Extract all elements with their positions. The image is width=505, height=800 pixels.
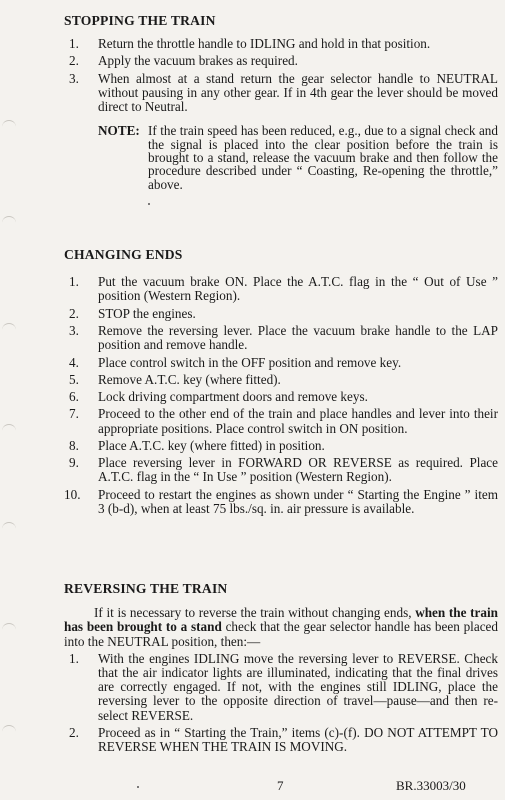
list-item: [64, 407, 498, 435]
list-item: [64, 37, 498, 51]
print-speck: [148, 203, 150, 205]
item-number: 1.: [69, 274, 79, 290]
section-heading: CHANGING ENDS: [64, 247, 183, 262]
item-number: 4.: [69, 354, 79, 370]
list-item: [64, 356, 498, 370]
item-number: 2.: [69, 305, 79, 321]
item-number: 1.: [69, 36, 79, 52]
list-item: [64, 488, 498, 516]
list-item: [64, 324, 498, 352]
list-item: [64, 275, 498, 303]
item-text: Remove A.T.C. key (where fitted).: [98, 371, 281, 387]
item-text: Proceed as in “ Starting the Train,” items (c)-(f). DO NOT ATTEMPT TO REVERSE WHEN THE TRAIN IS MOVING.: [98, 724, 498, 755]
item-text: Proceed to the other end of the train and place handles and lever into their appropriate positions. Place control switch in ON position.: [98, 406, 498, 436]
numbered-list: [64, 275, 498, 516]
note-text: If the train speed has been reduced, e.g., due to a signal check and the signal is placed into the clear position before the train is brought to a stand, release the vacuum brake and then follow the procedure described under “ Coasting, Re-opening the throttle,” above.: [148, 123, 498, 192]
item-number: 1.: [69, 650, 79, 666]
list-item: [64, 456, 498, 484]
list-item: [64, 307, 498, 321]
binding-mark: [2, 522, 16, 531]
section-changing-ends: [64, 248, 498, 519]
binding-mark: [2, 424, 16, 433]
item-text: Place A.T.C. key (where fitted) in position.: [98, 437, 325, 453]
list-item: [64, 439, 498, 453]
item-number: 3.: [69, 70, 79, 86]
binding-mark: [2, 623, 16, 632]
item-text: Apply the vacuum brakes as required.: [98, 53, 298, 69]
item-number: 6.: [69, 389, 79, 405]
item-number: 2.: [69, 53, 79, 69]
list-item: [64, 54, 498, 68]
item-number: 5.: [69, 371, 79, 387]
print-speck: [137, 786, 139, 788]
item-text: Remove the reversing lever. Place the vacuum brake handle to the LAP position and remove handle.: [98, 323, 498, 353]
document-reference: BR.33003/30: [396, 778, 466, 793]
section-reversing-the-train: [64, 582, 498, 757]
item-text: When almost at a stand return the gear selector handle to NEUTRAL without pausing in any other gear. If in 4th gear the lever should be moved direct to Neutral.: [98, 70, 498, 115]
page-number: 7: [277, 778, 284, 793]
list-item: [64, 726, 498, 754]
binding-mark: [2, 323, 16, 332]
item-number: 8.: [69, 437, 79, 453]
intro-emphasis: when the train has been brought to a stand: [64, 605, 498, 635]
numbered-list: [64, 37, 498, 114]
item-text: Place reversing lever in FORWARD OR REVERSE as required. Place A.T.C. flag in the “ In Use ” position (Western Region).: [98, 455, 498, 485]
item-text: STOP the engines.: [98, 305, 196, 321]
list-item: [64, 390, 498, 404]
note-block: [64, 124, 498, 191]
item-number: 2.: [69, 724, 79, 740]
list-item: [64, 652, 498, 723]
item-text: Proceed to restart the engines as shown under “ Starting the Engine ” item 3 (b-d), when at least 75 lbs./sq. in. air pressure is available.: [98, 486, 498, 516]
intro-text: If it is necessary to reverse the train without changing ends,: [94, 605, 412, 621]
item-text: With the engines IDLING move the reversing lever to REVERSE. Check that the air indicator lights are illuminated, indicating that the final drives are correctly engaged. If not, with the engines still IDLING, place the reversing lever to the opposite direction of travel—pause—and then re-select REVERSE.: [98, 650, 498, 723]
binding-mark: [2, 725, 16, 734]
item-text: Put the vacuum brake ON. Place the A.T.C. flag in the “ Out of Use ” position (Western Region).: [98, 274, 498, 304]
item-text: Return the throttle handle to IDLING and hold in that position.: [98, 36, 431, 52]
item-number: 10.: [64, 486, 81, 502]
list-item: [64, 72, 498, 115]
section-heading: STOPPING THE TRAIN: [64, 13, 216, 28]
item-text: Place control switch in the OFF position and remove key.: [98, 354, 402, 370]
binding-mark: [2, 120, 16, 129]
item-text: Lock driving compartment doors and remove keys.: [98, 389, 368, 405]
item-number: 9.: [69, 455, 79, 471]
item-number: 7.: [69, 406, 79, 422]
binding-mark: [2, 216, 16, 225]
section-heading: REVERSING THE TRAIN: [64, 581, 228, 596]
list-item: [64, 373, 498, 387]
numbered-list: [64, 652, 498, 754]
item-number: 3.: [69, 323, 79, 338]
note-label: NOTE:: [98, 123, 140, 139]
intro-text-continued: check that the gear selector handle has been placed into the NEUTRAL position, then:—: [64, 619, 498, 649]
intro-paragraph: [64, 606, 498, 649]
section-stopping-the-train: [64, 14, 498, 191]
